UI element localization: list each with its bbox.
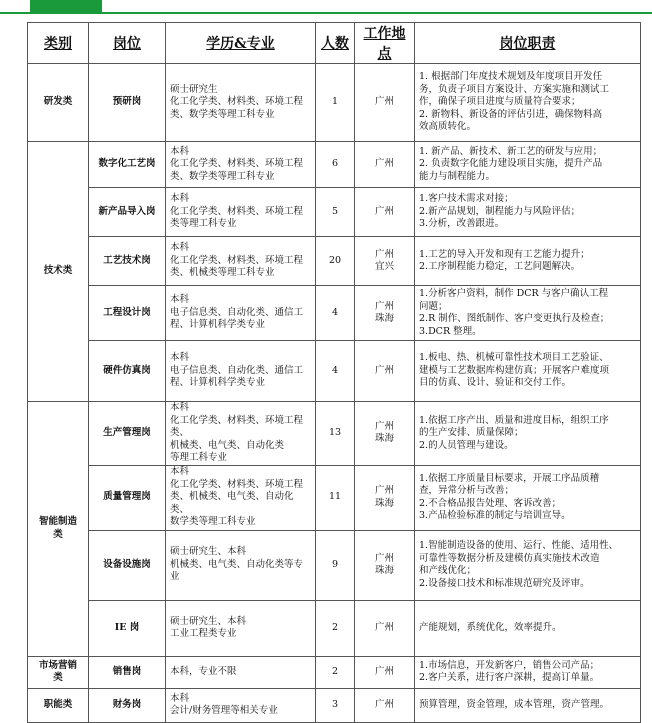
- education-cell: [166, 530, 316, 600]
- education-line: 程、计算机科学类专业: [170, 377, 266, 389]
- location-line: 广州: [374, 698, 394, 710]
- table-row: [28, 142, 641, 188]
- education-line: 化工化学类、材料类、环境工程类、: [170, 414, 304, 438]
- duties-line: 和产线优化；: [419, 565, 477, 576]
- category-line: 市场营销: [38, 659, 77, 671]
- category-line: 智能制造: [38, 516, 77, 528]
- education-line: 硕士研究生: [170, 83, 218, 95]
- position-cell: 工程设计岗: [89, 286, 166, 341]
- position-cell: 财务岗: [89, 688, 166, 722]
- duties-line: 2.的人员管理与建设。: [419, 439, 514, 451]
- position-cell: IE 岗: [89, 600, 166, 656]
- location-cell: [355, 142, 415, 188]
- position-cell: 销售岗: [89, 656, 166, 688]
- location-line: 广州: [374, 364, 394, 376]
- duties-line: 1. 新产品、新技术、新工艺的研发与应用；: [419, 145, 603, 157]
- education-cell: [166, 237, 316, 286]
- duties-line: 务，负责子项目方案设计、方案实施和测试工: [419, 83, 610, 95]
- duties-cell: [415, 188, 641, 237]
- table-row: [28, 656, 641, 688]
- education-line: 本科: [170, 466, 190, 478]
- education-line: 硕士研究生、本科: [170, 546, 247, 558]
- duties-line: 可靠性等数据分析及建模仿真实施技术改造: [419, 552, 600, 564]
- category-line: 类: [53, 528, 63, 540]
- duties-line: 3.产品检验标准的制定与培训宣导。: [419, 510, 571, 521]
- table-row: [28, 64, 641, 142]
- education-line: 类等理工科专业: [170, 218, 237, 230]
- location-cell: [355, 656, 415, 688]
- education-line: 电子信息类、自动化类、通信工: [170, 306, 304, 318]
- location-line: 广州: [374, 158, 394, 170]
- duties-cell: [415, 530, 641, 600]
- duties-cell: [415, 656, 641, 688]
- headcount-cell: 3: [316, 688, 355, 722]
- education-line: 化工化学类、材料类、环境工程: [170, 478, 304, 490]
- table-row: [28, 188, 641, 237]
- education-line: 本科: [170, 402, 190, 413]
- position-cell: 新产品导入岗: [89, 188, 166, 237]
- location-line: 珠海: [374, 565, 394, 576]
- position-cell: 工艺技术岗: [89, 237, 166, 286]
- position-cell: 预研岗: [89, 64, 166, 142]
- education-line: 程、计算机科学类专业: [170, 319, 266, 331]
- table-row: [28, 600, 641, 656]
- location-cell: [355, 188, 415, 237]
- location-line: 广州: [374, 205, 394, 217]
- duties-line: 建模与工艺数据库构建仿真；开展客户难度项: [419, 364, 610, 376]
- headcount-cell: 11: [316, 465, 355, 530]
- location-line: 广州: [374, 621, 394, 633]
- duties-line: 目的仿真、设计、验证和交付工作。: [419, 377, 572, 389]
- duties-line: 1.依据工序产出、质量和进度目标，组织工序: [419, 414, 609, 426]
- recruitment-table: [27, 22, 641, 723]
- category-cell: [28, 656, 89, 688]
- location-cell: [355, 286, 415, 341]
- headcount-cell: 5: [316, 188, 355, 237]
- headcount-cell: 20: [316, 237, 355, 286]
- position-cell: 质量管理岗: [89, 465, 166, 530]
- table-row: [28, 237, 641, 286]
- location-cell: [355, 600, 415, 656]
- education-cell: [166, 402, 316, 466]
- location-cell: [355, 341, 415, 402]
- education-line: 机械类、电气类、自动化类等专业: [170, 558, 304, 583]
- duties-line: 作，确保子项目进度与质量符合要求；: [419, 96, 581, 108]
- location-line: 广州: [374, 552, 394, 564]
- location-line: 珠海: [374, 433, 394, 445]
- category-cell: [28, 402, 89, 657]
- duties-cell: [415, 600, 641, 656]
- position-cell: 设备设施岗: [89, 530, 166, 600]
- location-cell: [355, 688, 415, 722]
- duties-line: 查，异常分析与改善；: [419, 485, 515, 496]
- headcount-cell: 13: [316, 402, 355, 466]
- education-line: 本科: [170, 294, 190, 306]
- duties-cell: [415, 341, 641, 402]
- location-cell: [355, 530, 415, 600]
- duties-line: 1. 根据部门年度技术规划及年度项目开发任: [419, 71, 603, 83]
- education-line: 类、数学类等理工科专业: [170, 108, 275, 120]
- education-line: 会计/财务管理等相关专业: [170, 705, 278, 716]
- duties-line: 1.智能制造设备的使用、运行、性能、适用性、: [419, 540, 619, 551]
- location-cell: [355, 402, 415, 466]
- header-category: 类别: [28, 23, 89, 64]
- duties-cell: [415, 142, 641, 188]
- location-cell: [355, 237, 415, 286]
- education-cell: [166, 465, 316, 530]
- duties-line: 能力与制程能力。: [419, 170, 496, 182]
- category-line: 类: [53, 672, 63, 683]
- duties-line: 2.R 制作、图纸制作、客户变更执行及检查；: [419, 313, 610, 324]
- education-line: 本科: [170, 352, 190, 364]
- duties-line: 2.设备接口技术和标准规范研究及评审。: [419, 577, 590, 589]
- duties-line: 2.新产品规划，制程能力与风险评估；: [419, 205, 581, 217]
- education-line: 本科: [170, 692, 190, 704]
- duties-line: 2.工序制程能力稳定，工艺问题解决。: [419, 261, 581, 272]
- education-cell: [166, 64, 316, 142]
- position-cell: 生产管理岗: [89, 402, 166, 466]
- education-cell: [166, 286, 316, 341]
- header-education: 学历&专业: [166, 23, 316, 64]
- education-cell: [166, 600, 316, 656]
- header-count: 人数: [316, 23, 355, 64]
- education-line: 类、机械类、电气类、自动化类、: [170, 491, 294, 515]
- education-line: 本科: [170, 242, 190, 254]
- duties-cell: [415, 688, 641, 722]
- table-row: [28, 402, 641, 466]
- duties-line: 1.客户技术需求对接；: [419, 193, 514, 205]
- location-line: 广州: [374, 96, 394, 108]
- duties-line: 产能规划，系统优化，效率提升。: [419, 621, 562, 633]
- education-cell: [166, 341, 316, 402]
- duties-line: 的生产安排、质量保障；: [419, 427, 524, 438]
- education-line: 本科: [170, 193, 190, 205]
- education-cell: [166, 188, 316, 237]
- education-cell: [166, 142, 316, 188]
- position-cell: 硬件仿真岗: [89, 341, 166, 402]
- duties-line: 预算管理，资金管理，成本管理，资产管理。: [419, 698, 610, 710]
- headcount-cell: 2: [316, 656, 355, 688]
- duties-line: 1.市场信息，开发新客户，销售公司产品；: [419, 659, 600, 671]
- table-row: [28, 465, 641, 530]
- duties-cell: [415, 286, 641, 341]
- table-row: [28, 341, 641, 402]
- location-line: 珠海: [374, 497, 394, 509]
- location-line: 广州: [374, 485, 394, 496]
- education-line: 本科: [170, 145, 190, 157]
- education-line: 化工化学类、材料类、环境工程: [170, 96, 304, 108]
- category-cell: 技术类: [28, 142, 89, 402]
- location-line: 广州: [374, 665, 394, 677]
- education-line: 类、数学类等理工科专业: [170, 170, 275, 182]
- education-line: 类、机械类等理工科专业: [170, 267, 275, 279]
- location-line: 广州: [374, 300, 394, 312]
- education-cell: [166, 688, 316, 722]
- headcount-cell: 1: [316, 64, 355, 142]
- location-cell: [355, 64, 415, 142]
- duties-line: 效高质转化。: [419, 121, 477, 133]
- duties-line: 1.板电、热、机械可靠性技术项目工艺验证、: [419, 352, 609, 364]
- headcount-cell: 4: [316, 286, 355, 341]
- duties-cell: [415, 465, 641, 530]
- header-duties: 岗位职责: [415, 23, 641, 64]
- education-line: 电子信息类、自动化类、通信工: [170, 364, 304, 376]
- headcount-cell: 4: [316, 341, 355, 402]
- education-line: 机械类、电气类、自动化类: [170, 439, 285, 451]
- table-row: [28, 286, 641, 341]
- header-accent-bar: [30, 0, 102, 12]
- headcount-cell: 6: [316, 142, 355, 188]
- header-location: 工作地点: [355, 23, 415, 64]
- duties-line: 2.不合格品报告处理、客诉改善；: [419, 497, 562, 509]
- duties-cell: [415, 402, 641, 466]
- education-line: 工业工程类专业: [170, 628, 237, 639]
- location-line: 宜兴: [374, 261, 394, 272]
- header-accent-line: [0, 12, 652, 14]
- education-line: 化工化学类、材料类、环境工程: [170, 254, 304, 266]
- education-line: 本科，专业不限: [170, 665, 237, 677]
- education-cell: [166, 656, 316, 688]
- duties-line: 3.分析，改善跟进。: [419, 218, 505, 230]
- duties-line: 2.客户关系，进行客户深耕，提高订单量。: [419, 672, 600, 683]
- education-line: 化工化学类、材料类、环境工程: [170, 158, 304, 170]
- header-position: 岗位: [89, 23, 166, 64]
- table-row: [28, 530, 641, 600]
- position-cell: 数字化工艺岗: [89, 142, 166, 188]
- location-line: 广州: [374, 420, 394, 432]
- location-line: 广州: [374, 248, 394, 260]
- education-line: 等理工科专业: [170, 452, 228, 463]
- duties-line: 2. 新物料、新设备的评估引进，确保物料高: [419, 108, 603, 120]
- duties-line: 1.工艺的导入开发和现有工艺能力提升；: [419, 248, 590, 260]
- duties-line: 1.依据工序质量目标要求，开展工序品质稽: [419, 472, 600, 484]
- education-line: 硕士研究生、本科: [170, 615, 247, 627]
- duties-line: 3.DCR 整理。: [419, 325, 482, 337]
- table-row: [28, 688, 641, 722]
- education-line: 数学类等理工科专业: [170, 516, 256, 528]
- headcount-cell: 9: [316, 530, 355, 600]
- category-cell: 研发类: [28, 64, 89, 142]
- duties-line: 1.分析客户资料，制作 DCR 与客户确认工程: [419, 288, 609, 299]
- category-cell: 职能类: [28, 688, 89, 722]
- duties-cell: [415, 64, 641, 142]
- headcount-cell: 2: [316, 600, 355, 656]
- header-row: [28, 23, 641, 64]
- duties-cell: [415, 237, 641, 286]
- location-line: 珠海: [374, 313, 394, 324]
- education-line: 化工化学类、材料类、环境工程: [170, 205, 304, 217]
- location-cell: [355, 465, 415, 530]
- duties-line: 问题；: [419, 300, 448, 312]
- duties-line: 2. 负责数字化能力建设项目实施，提升产品: [419, 158, 603, 170]
